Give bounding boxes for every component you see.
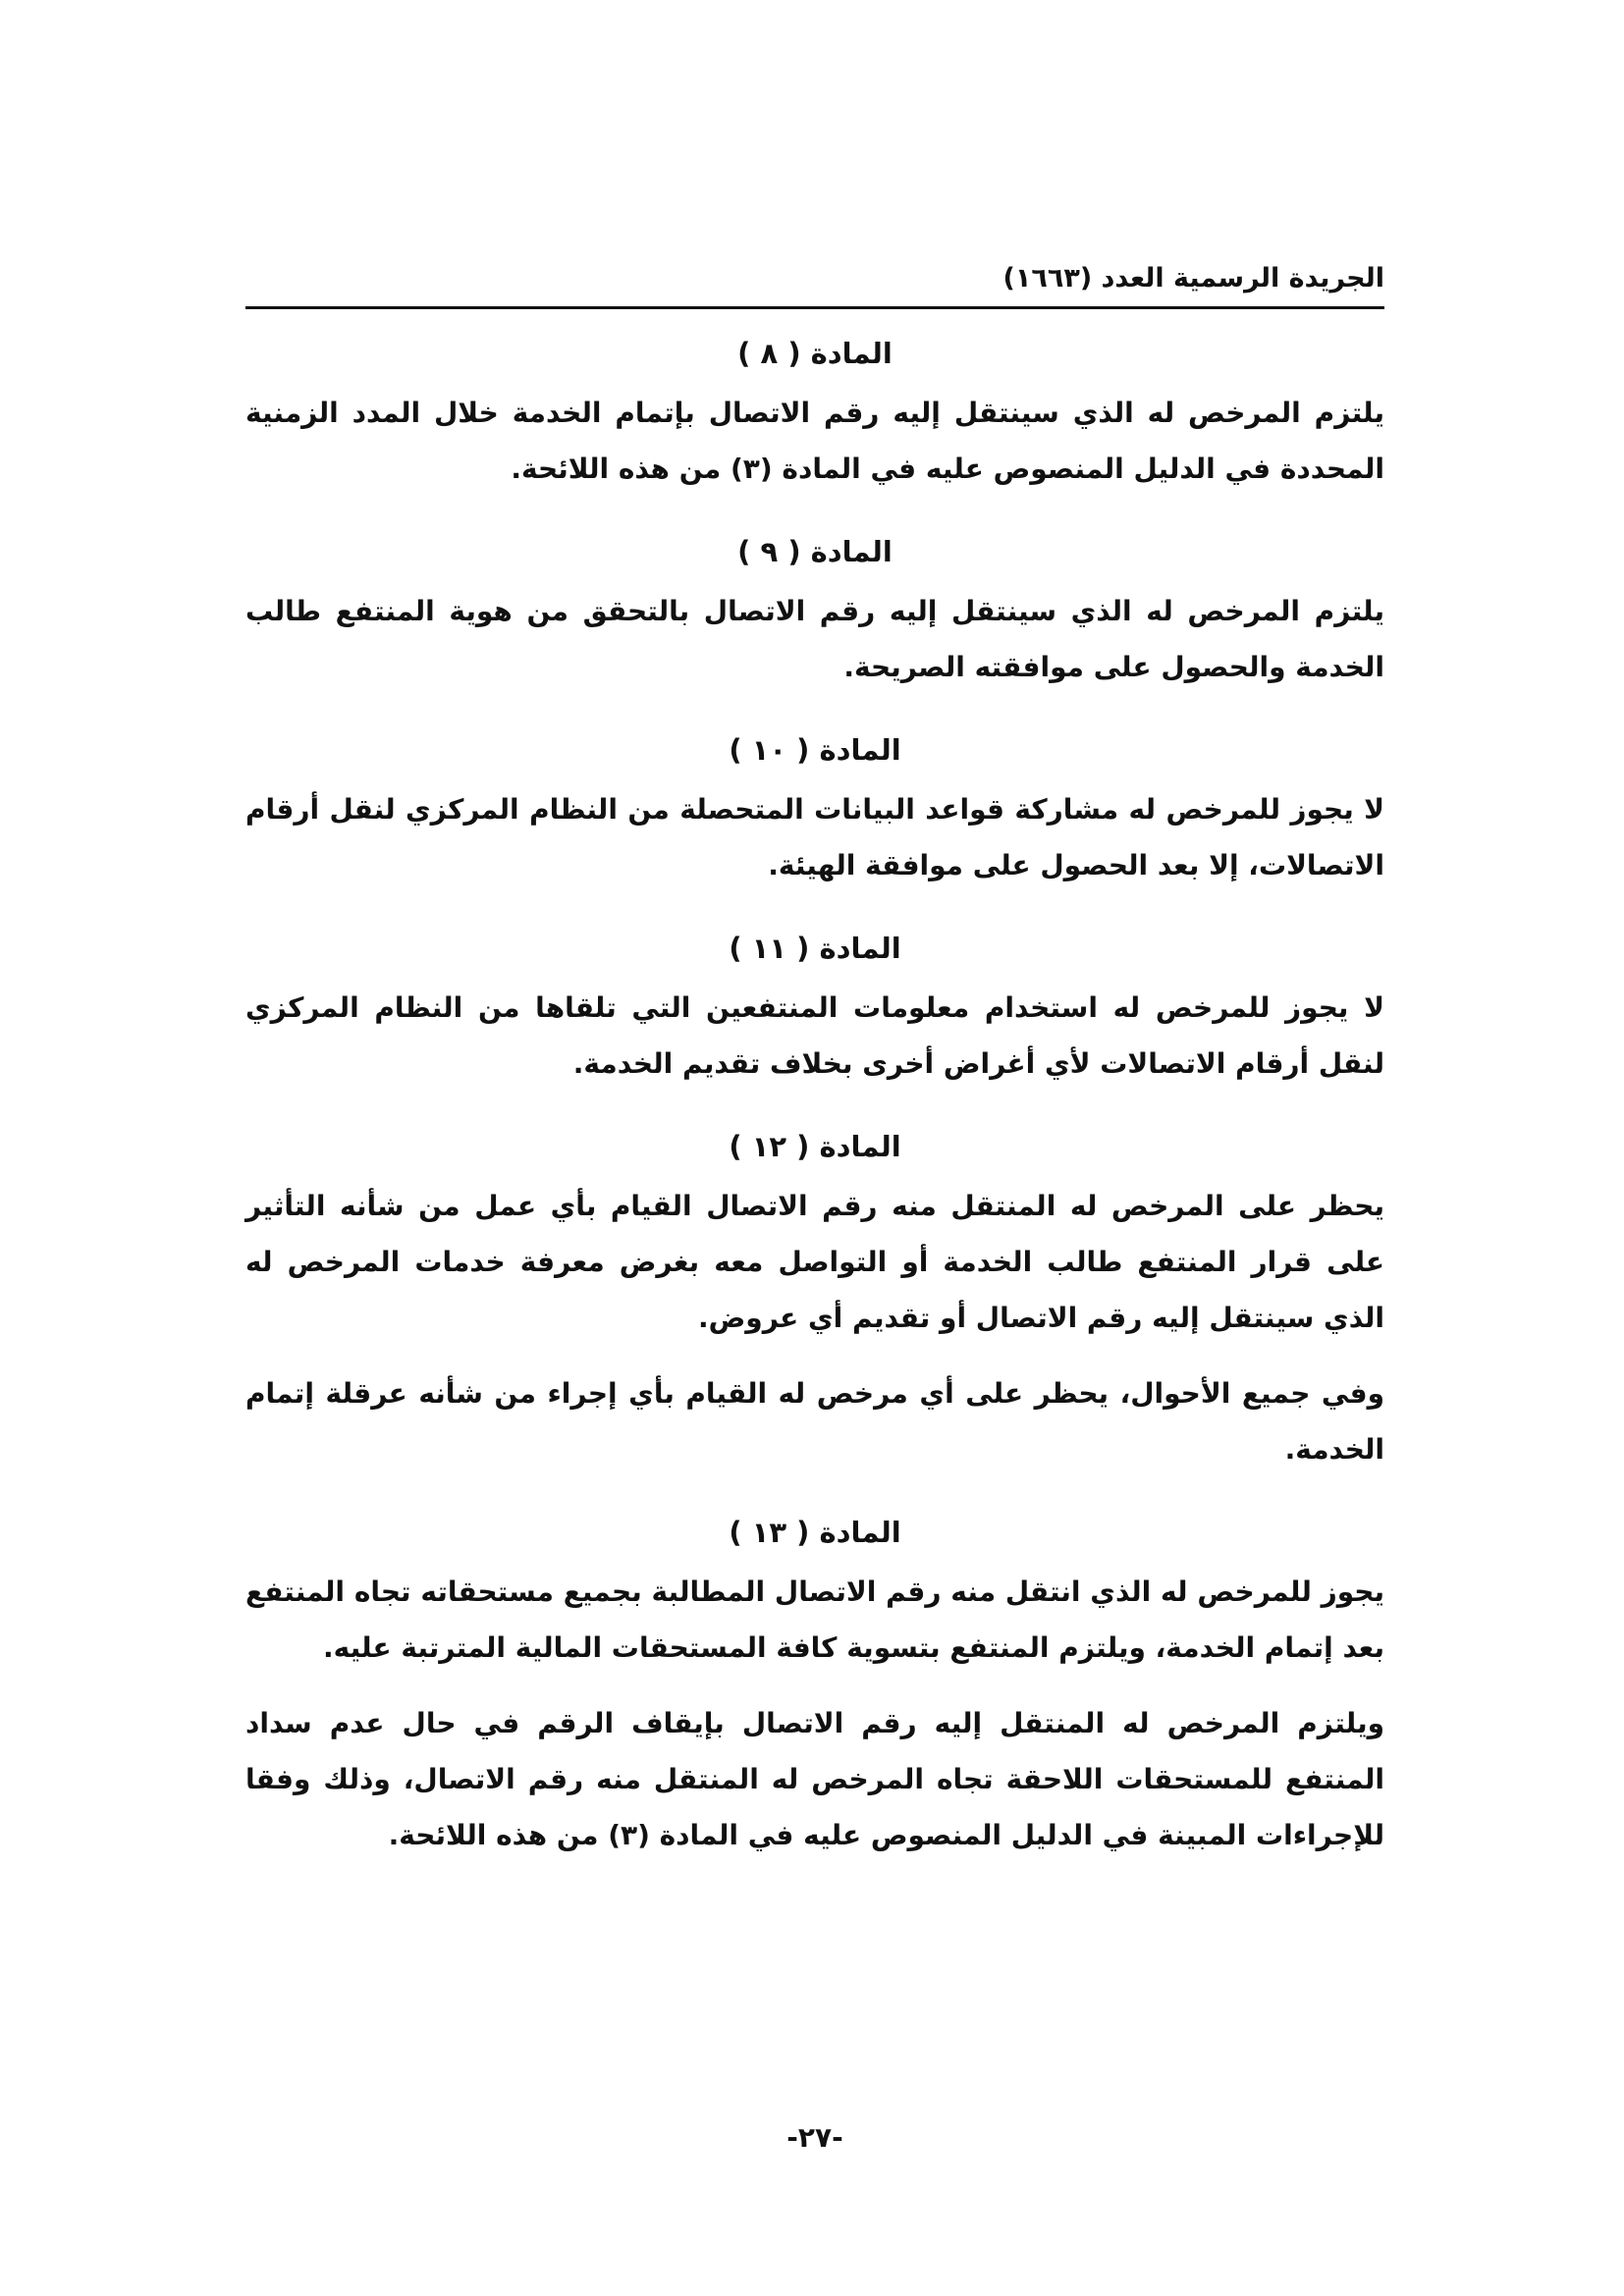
article-paragraph: وفي جميع الأحوال، يحظر على أي مرخص له القيام بأي إجراء من شأنه عرقلة إتمام الخدمة. [245, 1377, 1384, 1466]
article-12 [245, 1119, 1384, 1477]
document-page [245, 0, 1384, 2296]
article-heading: المادة ( ٨ ) [737, 337, 893, 370]
header-rule [245, 306, 1384, 309]
article-8 [245, 326, 1384, 497]
article-paragraph: يلتزم المرخص له الذي سينتقل إليه رقم الاتصال بإتمام الخدمة خلال المدد الزمنية المحددة في الدليل المنصوص عليه في المادة (٣) من هذه اللائحة. [245, 397, 1384, 485]
article-paragraph: يلتزم المرخص له الذي سينتقل إليه رقم الاتصال بالتحقق من هوية المنتفع طالب الخدمة والحصول على موافقته الصريحة. [245, 595, 1384, 683]
article-heading: المادة ( ١١ ) [729, 932, 901, 965]
article-13 [245, 1505, 1384, 1863]
page-number: -٢٧- [786, 2121, 843, 2154]
running-header: الجريدة الرسمية العدد (١٦٦٣) [1002, 263, 1384, 294]
article-paragraph: لا يجوز للمرخص له مشاركة قواعد البيانات المتحصلة من النظام المركزي لنقل أرقام الاتصالات، إلا بعد الحصول على موافقة الهيئة. [245, 793, 1384, 881]
article-paragraph: لا يجوز للمرخص له استخدام معلومات المنتفعين التي تلقاها من النظام المركزي لنقل أرقام الاتصالات لأي أغراض أخرى بخلاف تقديم الخدمة. [245, 991, 1384, 1080]
article-paragraph: ويلتزم المرخص له المنتقل إليه رقم الاتصال بإيقاف الرقم في حال عدم سداد المنتفع للمستحقات اللاحقة تجاه المرخص له المنتقل منه رقم الاتصال، وذلك وفقا للإجراءات المبينة في الدليل المنصوص عليه في المادة (٣) من هذه اللائحة. [245, 1707, 1384, 1851]
article-paragraph: يحظر على المرخص له المنتقل منه رقم الاتصال القيام بأي عمل من شأنه التأثير على قرار المنتفع طالب الخدمة أو التواصل معه بغرض معرفة خدمات المرخص له الذي سينتقل إليه رقم الاتصال أو تقديم أي عروض. [245, 1190, 1384, 1334]
article-heading: المادة ( ١٠ ) [729, 733, 901, 767]
article-9 [245, 524, 1384, 695]
article-heading: المادة ( ٩ ) [737, 535, 893, 568]
document-body [245, 326, 1384, 1891]
article-10 [245, 722, 1384, 893]
article-paragraph: يجوز للمرخص له الذي انتقل منه رقم الاتصال المطالبة بجميع مستحقاته تجاه المنتفع بعد إتمام الخدمة، ويلتزم المنتفع بتسوية كافة المستحقات المالية المترتبة عليه. [245, 1575, 1384, 1664]
article-heading: المادة ( ١٢ ) [729, 1130, 901, 1163]
article-11 [245, 921, 1384, 1092]
article-heading: المادة ( ١٣ ) [729, 1516, 901, 1549]
